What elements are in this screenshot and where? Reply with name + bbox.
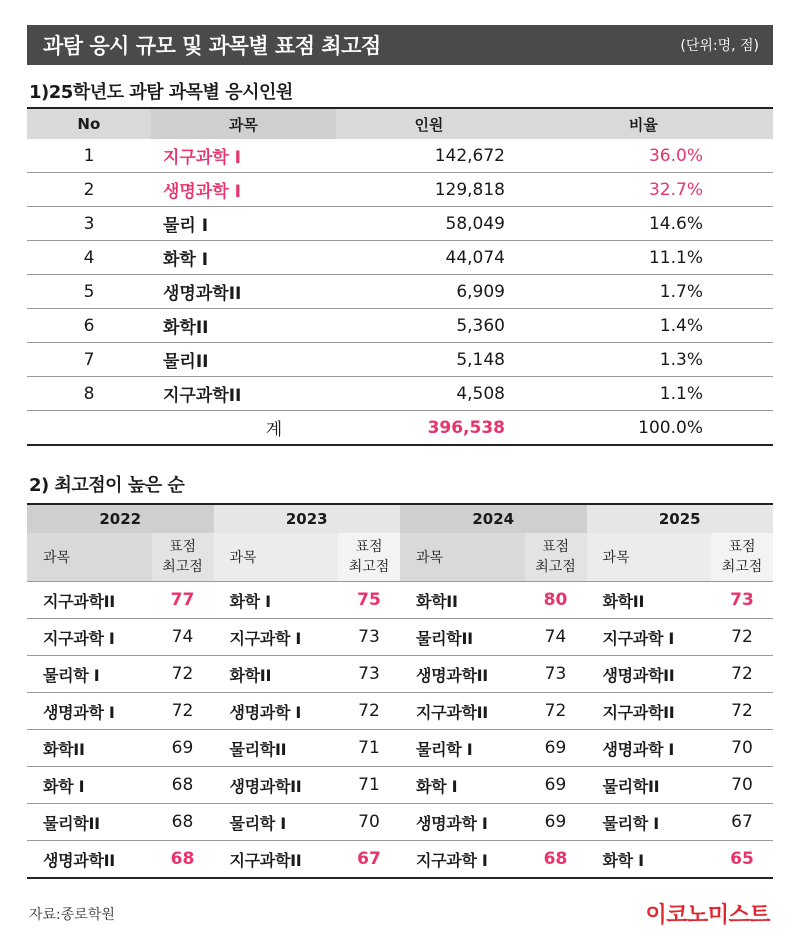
year-header: 2024	[400, 505, 587, 533]
total-rate: 100.0%	[638, 417, 703, 438]
cell-subject: 생명과학II	[43, 850, 115, 870]
cell-subject: 생명과학 I	[416, 813, 488, 833]
cell-subject: 물리학II	[416, 628, 473, 648]
cell-score: 69	[171, 738, 194, 758]
cell-subject: 생명과학II	[416, 665, 488, 685]
cell-subject: 생명과학 I	[602, 739, 675, 759]
table-row	[27, 841, 773, 879]
score-header-line1: 표점	[355, 539, 383, 555]
cell-subject: 화학II	[43, 739, 85, 759]
score-header	[711, 533, 773, 581]
year-header-row	[27, 503, 773, 533]
table-row	[27, 275, 773, 309]
cell-subject: 물리학 I	[602, 813, 659, 833]
section1-title: 1)25학년도 과탐 과목별 응시인원	[29, 82, 293, 103]
cell-score: 67	[357, 849, 381, 869]
cell-score: 65	[730, 849, 754, 869]
score-header	[525, 533, 587, 581]
score-cell	[400, 619, 587, 655]
table-row	[27, 241, 773, 275]
unit-label: (단위:명, 점)	[680, 38, 759, 54]
cell-subject: 지구과학 I	[416, 850, 488, 870]
sub-header-row	[27, 533, 773, 582]
score-cell	[400, 730, 587, 766]
table-row	[27, 619, 773, 656]
cell-score: 73	[544, 664, 567, 684]
cell-score: 68	[543, 849, 568, 869]
score-cell	[587, 582, 774, 618]
cell-score: 69	[544, 738, 567, 758]
cell-score: 72	[171, 701, 194, 721]
cell-subject: 화학 I	[416, 776, 458, 796]
cell-subject: 물리학 I	[43, 665, 100, 685]
score-cell	[587, 619, 774, 655]
cell-score: 70	[731, 738, 753, 758]
score-header	[338, 533, 400, 581]
cell-subject: 생명과학II	[602, 665, 675, 685]
cell-score: 68	[170, 849, 195, 869]
cell-subject: 물리학II	[229, 739, 287, 759]
table-row	[27, 343, 773, 377]
table-row	[27, 207, 773, 241]
score-cell	[27, 693, 214, 729]
cell-score: 75	[357, 590, 381, 610]
applicants-table-body	[27, 139, 773, 446]
score-cell	[214, 656, 401, 692]
cell-score: 72	[544, 701, 567, 721]
sub-header-group	[27, 533, 214, 581]
sub-header-group	[214, 533, 401, 581]
total-label: 계	[265, 420, 283, 440]
score-cell	[400, 582, 587, 618]
cell-subject: 생명과학 I	[229, 702, 302, 722]
cell-subject: 생명과학 I	[43, 702, 115, 722]
score-cell	[214, 619, 401, 655]
row-subject: 화학II	[163, 318, 209, 338]
score-cell	[27, 804, 214, 840]
applicants-table	[27, 107, 773, 446]
cell-score: 69	[544, 775, 567, 795]
cell-subject: 지구과학 I	[43, 628, 115, 648]
col-rate: 비율	[628, 115, 658, 134]
score-cell	[214, 841, 401, 877]
score-cell	[214, 693, 401, 729]
row-subject: 생명과학 I	[163, 182, 241, 202]
cell-subject: 지구과학II	[416, 702, 488, 722]
row-count: 4,508	[456, 383, 505, 404]
cell-score: 69	[544, 812, 567, 832]
row-rate: 11.1%	[648, 247, 703, 268]
score-cell	[27, 656, 214, 692]
cell-subject: 지구과학II	[43, 591, 115, 611]
score-header-line1: 표점	[728, 539, 756, 555]
score-cell	[587, 730, 774, 766]
score-cell	[587, 841, 774, 877]
score-cell	[27, 767, 214, 803]
score-cell	[400, 767, 587, 803]
row-subject: 지구과학II	[163, 386, 242, 406]
row-count: 44,074	[445, 247, 505, 268]
row-rate: 32.7%	[648, 179, 703, 200]
title-bar	[27, 25, 773, 65]
row-count: 142,672	[434, 145, 505, 166]
row-rate: 1.1%	[659, 383, 703, 404]
cell-score: 68	[171, 775, 194, 795]
score-header-line2: 최고점	[348, 559, 390, 575]
table-row	[27, 309, 773, 343]
score-header-line2: 최고점	[721, 559, 763, 575]
cell-subject: 물리학 I	[416, 739, 473, 759]
cell-score: 77	[170, 590, 195, 610]
cell-score: 80	[543, 590, 568, 610]
year-header: 2025	[587, 505, 774, 533]
table-row	[27, 730, 773, 767]
col-count: 인원	[414, 115, 444, 134]
year-header: 2022	[27, 505, 214, 533]
cell-subject: 물리학II	[43, 813, 100, 833]
row-no: 8	[83, 383, 95, 404]
score-cell	[400, 656, 587, 692]
cell-score: 73	[358, 664, 380, 684]
cell-score: 68	[171, 812, 194, 832]
table-row	[27, 656, 773, 693]
cell-subject: 화학II	[229, 665, 272, 685]
cell-score: 72	[358, 701, 380, 721]
subject-header: 과목	[229, 550, 257, 566]
subject-header: 과목	[602, 550, 630, 566]
score-cell	[214, 730, 401, 766]
cell-subject: 지구과학 I	[229, 628, 302, 648]
cell-score: 74	[544, 627, 567, 647]
cell-subject: 지구과학II	[229, 850, 302, 870]
cell-subject: 물리학II	[602, 776, 660, 796]
row-subject: 생명과학II	[163, 284, 242, 304]
row-rate: 1.7%	[659, 281, 703, 302]
table-row	[27, 767, 773, 804]
row-subject: 지구과학 I	[163, 148, 241, 168]
subject-header: 과목	[43, 550, 71, 566]
cell-subject: 화학II	[416, 591, 458, 611]
row-no: 3	[83, 213, 95, 234]
cell-score: 71	[358, 775, 380, 795]
row-count: 5,148	[456, 349, 505, 370]
cell-subject: 지구과학II	[602, 702, 675, 722]
section2-title: 2) 최고점이 높은 순	[29, 475, 185, 496]
score-cell	[400, 804, 587, 840]
score-cell	[27, 841, 214, 877]
row-no: 4	[83, 247, 95, 268]
score-header-line1: 표점	[541, 539, 570, 555]
cell-score: 70	[358, 812, 380, 832]
col-no: No	[77, 115, 101, 133]
score-header-line1: 표점	[168, 539, 197, 555]
row-rate: 36.0%	[648, 145, 703, 166]
score-header-line2: 최고점	[162, 559, 203, 575]
row-rate: 14.6%	[648, 213, 703, 234]
table-row	[27, 693, 773, 730]
applicants-table-header	[27, 107, 773, 139]
score-header	[152, 533, 214, 581]
table-row	[27, 804, 773, 841]
source-note: 자료:종로학원	[29, 907, 115, 923]
table-row	[27, 582, 773, 619]
score-cell	[27, 730, 214, 766]
cell-subject: 생명과학II	[229, 776, 302, 796]
row-count: 5,360	[456, 315, 505, 336]
cell-subject: 지구과학 I	[602, 628, 675, 648]
score-cell	[400, 841, 587, 877]
cell-subject: 화학 I	[229, 591, 271, 611]
cell-subject: 물리학 I	[229, 813, 286, 833]
row-count: 6,909	[456, 281, 505, 302]
brand-logo: 이코노미스트	[645, 903, 770, 928]
table-row	[27, 173, 773, 207]
cell-score: 70	[731, 775, 753, 795]
row-no: 2	[83, 179, 95, 200]
row-subject: 물리 I	[163, 216, 209, 236]
cell-score: 74	[171, 627, 194, 647]
score-cell	[214, 804, 401, 840]
row-subject: 화학 I	[163, 250, 209, 270]
row-rate: 1.4%	[659, 315, 703, 336]
cell-score: 67	[731, 812, 753, 832]
row-count: 58,049	[445, 213, 505, 234]
cell-score: 72	[171, 664, 194, 684]
subject-header: 과목	[416, 550, 444, 566]
score-cell	[214, 767, 401, 803]
row-subject: 물리II	[163, 352, 209, 372]
cell-score: 72	[731, 627, 753, 647]
score-cell	[587, 804, 774, 840]
cell-score: 72	[731, 664, 753, 684]
sub-header-group	[587, 533, 774, 581]
cell-subject: 화학II	[602, 591, 645, 611]
row-no: 6	[83, 315, 95, 336]
cell-score: 72	[731, 701, 753, 721]
score-header-line2: 최고점	[535, 559, 576, 575]
score-cell	[400, 693, 587, 729]
score-cell	[27, 582, 214, 618]
row-no: 5	[83, 281, 95, 302]
page-title: 과탐 응시 규모 및 과목별 표점 최고점	[43, 34, 381, 58]
top-score-table	[27, 503, 773, 879]
total-row	[27, 411, 773, 446]
top-score-table-body	[27, 582, 773, 879]
cell-subject: 화학 I	[602, 850, 644, 870]
col-subject: 과목	[151, 109, 336, 139]
row-rate: 1.3%	[659, 349, 703, 370]
year-header: 2023	[214, 505, 401, 533]
cell-score: 73	[358, 627, 380, 647]
row-no: 7	[83, 349, 95, 370]
score-cell	[27, 619, 214, 655]
score-cell	[587, 693, 774, 729]
row-count: 129,818	[434, 179, 505, 200]
total-count: 396,538	[427, 417, 505, 438]
cell-subject: 화학 I	[43, 776, 85, 796]
sub-header-group	[400, 533, 587, 581]
cell-score: 73	[730, 590, 754, 610]
table-row	[27, 139, 773, 173]
table-row	[27, 377, 773, 411]
cell-score: 71	[358, 738, 380, 758]
score-cell	[587, 656, 774, 692]
score-cell	[214, 582, 401, 618]
score-cell	[587, 767, 774, 803]
row-no: 1	[83, 145, 95, 166]
